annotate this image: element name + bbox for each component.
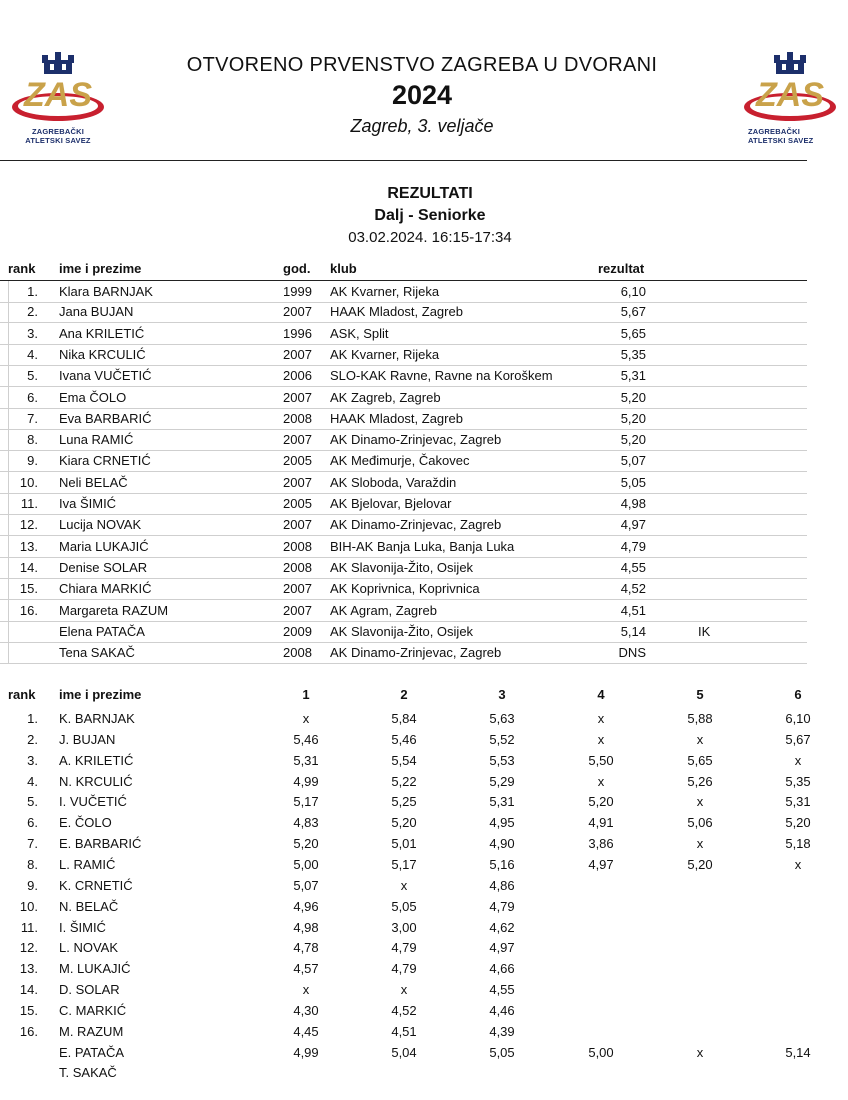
header-rank: rank <box>8 261 36 276</box>
athlete-rank: 14. <box>19 559 38 575</box>
attempt-4-value: 5,20 <box>588 794 614 810</box>
athlete-name: Elena PATAČA <box>59 623 145 639</box>
attempt-6-value: x <box>794 752 802 768</box>
attempt-3-value: 4,39 <box>489 1023 515 1039</box>
logo-caption-line1: ZAGREBAČKI <box>32 127 84 136</box>
attempt-row <box>0 917 807 938</box>
attempt-2-value: 5,84 <box>391 711 417 726</box>
attempt-5-value: x <box>696 794 704 810</box>
athlete-short-name: J. BUJAN <box>59 731 116 747</box>
athlete-birth-year: 2005 <box>283 496 312 511</box>
header-attempt-5: 5 <box>696 687 704 702</box>
athlete-club: AK Koprivnica, Koprivnica <box>330 581 480 597</box>
athlete-short-name: D. SOLAR <box>59 982 120 998</box>
athlete-name: Ema ČOLO <box>59 389 127 405</box>
athlete-birth-year: 2005 <box>283 453 312 469</box>
athlete-short-name: C. MARKIĆ <box>59 1002 127 1018</box>
athlete-club: AK Zagreb, Zagreb <box>330 389 441 405</box>
attempt-1-value: 5,07 <box>293 877 319 893</box>
athlete-club: AK Dinamo-Zrinjevac, Zagreb <box>330 645 502 661</box>
attempt-2-value: 5,05 <box>391 898 417 914</box>
attempt-row <box>0 750 807 771</box>
attempt-4-value: 4,97 <box>588 856 614 872</box>
attempt-1-value: 4,99 <box>293 1044 319 1060</box>
athlete-birth-year: 2007 <box>283 304 312 320</box>
athlete-birth-year: 2006 <box>283 368 312 384</box>
attempt-3-value: 4,66 <box>489 961 515 977</box>
attempt-1-value: 4,45 <box>293 1023 319 1039</box>
athlete-rank: 12. <box>19 940 38 956</box>
header-attempt-3: 3 <box>498 687 506 702</box>
logo-caption-line2: ATLETSKI SAVEZ <box>748 136 814 145</box>
athlete-name: Iva ŠIMIĆ <box>59 496 117 511</box>
attempt-2-value: 5,20 <box>391 815 417 831</box>
athlete-birth-year: 1996 <box>283 325 312 341</box>
attempt-2-value: 4,52 <box>391 1002 417 1018</box>
attempt-6-value: 5,14 <box>785 1044 811 1060</box>
athlete-short-name: E. BARBARIĆ <box>59 836 142 852</box>
athlete-rank: 11. <box>20 496 38 511</box>
competition-year: 2024 <box>391 80 453 110</box>
competition-title: OTVORENO PRVENSTVO ZAGREBA U DVORANI <box>186 54 658 76</box>
athlete-birth-year: 1999 <box>283 284 312 299</box>
athlete-club: HAAK Mladost, Zagreb <box>330 410 463 426</box>
attempt-row <box>0 875 807 896</box>
athlete-result: 5,20 <box>620 432 646 448</box>
athlete-result: 4,97 <box>620 517 646 533</box>
attempt-5-value: 5,06 <box>687 815 713 831</box>
athlete-short-name: M. LUKAJIĆ <box>59 961 131 977</box>
competition-place-date: Zagreb, 3. veljače <box>350 116 494 136</box>
header-attempt-6: 6 <box>794 687 802 702</box>
athlete-short-name: L. RAMIĆ <box>59 856 116 872</box>
athlete-result: 5,20 <box>620 389 646 405</box>
athlete-club: AK Slavonija-Žito, Osijek <box>330 559 474 575</box>
results-title: REZULTATI <box>387 185 473 202</box>
attempt-1-value: 4,83 <box>293 815 319 831</box>
athlete-short-name: N. KRCULIĆ <box>59 773 133 789</box>
header-rank: rank <box>8 687 36 702</box>
attempt-3-value: 4,86 <box>489 877 515 893</box>
athlete-rank: 2. <box>27 731 38 747</box>
table-row <box>0 642 807 664</box>
athlete-rank: 9. <box>27 877 38 893</box>
attempt-5-value: 5,20 <box>687 856 713 872</box>
athlete-rank: 11. <box>20 919 38 935</box>
results-table-header <box>0 261 807 281</box>
attempt-row <box>0 812 811 833</box>
header-divider <box>0 160 807 161</box>
athlete-result: 5,07 <box>620 453 646 469</box>
athlete-name: Denise SOLAR <box>59 559 148 575</box>
athlete-result: 4,79 <box>620 538 646 554</box>
attempt-3-value: 5,52 <box>489 731 515 747</box>
logo-caption-line2: ATLETSKI SAVEZ <box>25 136 91 145</box>
table-row <box>0 323 807 345</box>
attempt-2-value: 4,51 <box>391 1023 417 1039</box>
attempt-row <box>0 979 807 1000</box>
attempt-5-value: 5,65 <box>687 752 713 768</box>
attempt-3-value: 5,29 <box>489 773 515 789</box>
athlete-result: 5,65 <box>620 325 646 341</box>
athlete-short-name: I. ŠIMIĆ <box>59 919 106 935</box>
athlete-name: Maria LUKAJIĆ <box>59 538 149 554</box>
attempt-row <box>0 791 811 812</box>
attempt-2-value: 5,22 <box>391 773 417 789</box>
athlete-birth-year: 2009 <box>283 623 312 639</box>
attempt-6-value: 5,20 <box>785 815 811 831</box>
athlete-rank: 13. <box>19 961 38 977</box>
athlete-birth-year: 2008 <box>283 538 312 554</box>
athlete-rank: 14. <box>19 982 38 998</box>
attempt-2-value: 4,79 <box>391 940 417 956</box>
attempt-4-value: x <box>597 731 605 747</box>
attempt-1-value: 4,99 <box>293 773 319 789</box>
athlete-rank: 12. <box>19 517 38 533</box>
attempt-1-value: x <box>302 982 310 998</box>
attempt-2-value: 5,46 <box>391 731 417 747</box>
athlete-birth-year: 2008 <box>283 559 312 575</box>
table-row <box>0 365 807 387</box>
athlete-name: Eva BARBARIĆ <box>59 410 152 426</box>
attempt-row <box>0 854 807 875</box>
attempt-1-value: 4,96 <box>293 898 319 914</box>
athlete-name: Kiara CRNETIĆ <box>59 453 151 469</box>
attempt-6-value: 6,10 <box>785 711 811 726</box>
table-row <box>0 493 807 515</box>
athlete-club: AK Kvarner, Rijeka <box>330 284 440 299</box>
athlete-club: HAAK Mladost, Zagreb <box>330 304 463 320</box>
table-row <box>0 280 807 303</box>
attempt-5-value: x <box>696 731 704 747</box>
attempt-4-value: 3,86 <box>588 836 614 852</box>
athlete-rank: 15. <box>19 581 38 597</box>
attempt-1-value: 4,98 <box>293 919 319 935</box>
athlete-result: 5,20 <box>620 410 646 426</box>
attempt-3-value: 5,31 <box>489 794 515 810</box>
zas-emblem <box>740 52 840 127</box>
table-row <box>0 536 807 558</box>
athlete-short-name: I. VUČETIĆ <box>59 794 127 810</box>
athlete-result: DNS <box>618 645 646 661</box>
athlete-short-name: K. CRNETIĆ <box>59 877 133 893</box>
athlete-rank: 10. <box>19 898 38 914</box>
logo-mark-text: ZAS <box>24 76 92 114</box>
athlete-club: AK Slavonija-Žito, Osijek <box>330 623 474 639</box>
attempt-2-value: 5,17 <box>391 856 417 872</box>
logo-mark-text: ZAS <box>756 76 824 114</box>
athlete-birth-year: 2007 <box>283 432 312 448</box>
athlete-result: 5,05 <box>620 474 646 490</box>
athlete-result: 4,98 <box>620 496 646 511</box>
zas-logo-left <box>8 52 108 147</box>
athlete-rank: 10. <box>19 474 38 490</box>
attempt-4-value: 4,91 <box>588 815 614 831</box>
table-row <box>0 450 807 472</box>
attempt-1-value: 5,31 <box>293 752 319 768</box>
athlete-result: 5,14 <box>620 623 646 639</box>
athlete-rank: 4. <box>27 346 38 362</box>
athlete-rank: 15. <box>19 1002 38 1018</box>
table-row <box>0 301 807 323</box>
athlete-result: 4,52 <box>620 581 646 597</box>
attempt-row <box>0 958 807 979</box>
attempt-row <box>0 896 807 917</box>
attempt-5-value: x <box>696 836 704 852</box>
attempt-1-value: 5,46 <box>293 731 319 747</box>
athlete-club: AK Sloboda, Varaždin <box>330 474 457 490</box>
attempt-3-value: 4,95 <box>489 815 515 831</box>
table-row <box>0 514 807 536</box>
attempt-3-value: 5,16 <box>489 856 515 872</box>
athlete-rank: 3. <box>27 325 38 341</box>
athlete-name: Luna RAMIĆ <box>59 432 134 448</box>
attempt-3-value: 4,79 <box>489 898 515 914</box>
attempt-1-value: 5,00 <box>293 856 319 872</box>
athlete-result: 5,31 <box>620 368 646 384</box>
event-name: Dalj - Seniorke <box>374 207 486 224</box>
athlete-result: 6,10 <box>620 284 646 299</box>
attempt-3-value: 4,46 <box>489 1002 515 1018</box>
attempt-row <box>0 1021 807 1042</box>
attempt-row <box>0 708 811 729</box>
attempt-2-value: 5,04 <box>391 1044 417 1060</box>
attempt-3-value: 4,62 <box>489 919 515 935</box>
athlete-birth-year: 2007 <box>283 517 312 533</box>
attempt-2-value: 5,01 <box>391 836 417 852</box>
attempt-6-value: 5,31 <box>785 794 811 810</box>
attempt-3-value: 5,05 <box>489 1044 515 1060</box>
athlete-result: 4,55 <box>620 559 646 575</box>
athlete-name: Neli BELAČ <box>59 474 128 490</box>
athlete-name: Nika KRCULIĆ <box>59 346 146 362</box>
header-result: rezultat <box>598 261 645 276</box>
attempt-3-value: 4,55 <box>489 982 515 998</box>
table-row <box>0 557 807 579</box>
attempt-3-value: 5,53 <box>489 752 515 768</box>
attempt-row <box>0 1062 807 1083</box>
header-attempt-1: 1 <box>302 687 310 702</box>
attempt-1-value: x <box>302 711 310 726</box>
athlete-rank: 6. <box>27 815 38 831</box>
attempt-row <box>0 1000 807 1021</box>
athlete-short-name: L. NOVAK <box>59 940 119 956</box>
attempt-3-value: 4,90 <box>489 836 515 852</box>
athlete-short-name: E. ČOLO <box>59 815 112 831</box>
athlete-name: Chiara MARKIĆ <box>59 581 152 597</box>
attempt-1-value: 4,78 <box>293 940 319 956</box>
athlete-rank: 6. <box>27 389 38 405</box>
athlete-rank: 7. <box>27 410 38 426</box>
athlete-birth-year: 2007 <box>283 602 312 618</box>
attempt-row <box>0 1042 811 1063</box>
attempt-6-value: 5,35 <box>785 773 811 789</box>
athlete-birth-year: 2008 <box>283 410 312 426</box>
attempt-5-value: 5,26 <box>687 773 713 789</box>
table-row <box>0 344 807 366</box>
athlete-birth-year: 2007 <box>283 474 312 490</box>
athlete-name: Margareta RAZUM <box>59 602 169 618</box>
athlete-rank: 2. <box>27 304 38 320</box>
zas-logo-right <box>740 52 840 147</box>
attempt-2-value: 5,54 <box>391 752 417 768</box>
athlete-club: AK Kvarner, Rijeka <box>330 346 440 362</box>
athlete-club: ASK, Split <box>330 325 389 341</box>
athlete-rank: 9. <box>27 453 38 469</box>
attempt-3-value: 4,97 <box>489 940 515 956</box>
attempt-4-value: x <box>597 711 605 726</box>
athlete-name: Ana KRILETIĆ <box>59 325 145 341</box>
athlete-birth-year: 2007 <box>283 581 312 597</box>
attempt-4-value: x <box>597 773 605 789</box>
attempt-row <box>0 771 811 792</box>
logo-caption <box>8 127 108 145</box>
athlete-short-name: M. RAZUM <box>59 1023 124 1039</box>
athlete-name: Lucija NOVAK <box>59 517 142 533</box>
header-year: god. <box>283 261 311 276</box>
athlete-result: 5,67 <box>620 304 646 320</box>
attempt-5-value: x <box>696 1044 704 1060</box>
table-row <box>0 429 807 451</box>
header-attempt-2: 2 <box>400 687 408 702</box>
athlete-rank: 16. <box>19 602 38 618</box>
logo-caption-line1: ZAGREBAČKI <box>748 127 800 136</box>
athlete-club: SLO-KAK Ravne, Ravne na Koroškem <box>330 368 553 384</box>
logo-caption <box>748 127 848 145</box>
attempt-2-value: x <box>400 982 408 998</box>
result-note: IK <box>698 623 711 639</box>
attempt-row <box>0 937 807 958</box>
attempt-2-value: 5,25 <box>391 794 417 810</box>
attempt-1-value: 5,17 <box>293 794 319 810</box>
attempt-3-value: 5,63 <box>489 711 515 726</box>
attempt-4-value: 5,50 <box>588 752 614 768</box>
attempt-2-value: 4,79 <box>391 961 417 977</box>
attempts-table-header <box>0 687 807 707</box>
zas-emblem <box>8 52 108 127</box>
athlete-name: Klara BARNJAK <box>59 284 153 299</box>
athlete-rank: 5. <box>27 368 38 384</box>
attempt-row <box>0 729 811 750</box>
header-club: klub <box>330 261 357 276</box>
attempt-row <box>0 833 811 854</box>
header-attempt-4: 4 <box>597 687 605 702</box>
athlete-birth-year: 2007 <box>283 389 312 405</box>
athlete-short-name: K. BARNJAK <box>59 711 135 726</box>
athlete-rank: 16. <box>19 1023 38 1039</box>
attempt-4-value: 5,00 <box>588 1044 614 1060</box>
athlete-club: BIH-AK Banja Luka, Banja Luka <box>330 538 515 554</box>
athlete-rank: 8. <box>27 432 38 448</box>
attempt-1-value: 4,57 <box>293 961 319 977</box>
athlete-result: 4,51 <box>620 602 646 618</box>
athlete-short-name: N. BELAČ <box>59 898 119 914</box>
attempt-1-value: 5,20 <box>293 836 319 852</box>
athlete-club: AK Međimurje, Čakovec <box>330 453 470 469</box>
attempt-1-value: 4,30 <box>293 1002 319 1018</box>
athlete-rank: 13. <box>19 538 38 554</box>
athlete-club: AK Agram, Zagreb <box>330 602 437 618</box>
athlete-result: 5,35 <box>620 346 646 362</box>
table-row <box>0 621 807 643</box>
athlete-birth-year: 2008 <box>283 645 312 661</box>
table-row <box>0 408 807 430</box>
athlete-rank: 4. <box>27 773 38 789</box>
header-name: ime i prezime <box>59 687 142 702</box>
athlete-name: Tena SAKAČ <box>59 645 135 661</box>
table-row <box>0 600 807 622</box>
athlete-name: Jana BUJAN <box>59 304 134 320</box>
header-name: ime i prezime <box>59 261 142 276</box>
attempt-6-value: 5,67 <box>785 731 811 747</box>
athlete-rank: 8. <box>27 856 38 872</box>
athlete-short-name: T. SAKAČ <box>59 1065 117 1081</box>
athlete-rank: 7. <box>27 836 38 852</box>
attempt-6-value: x <box>794 856 802 872</box>
event-datetime: 03.02.2024. 16:15-17:34 <box>348 229 512 246</box>
athlete-short-name: E. PATAČA <box>59 1044 125 1060</box>
athlete-short-name: A. KRILETIĆ <box>59 752 134 768</box>
athlete-club: AK Dinamo-Zrinjevac, Zagreb <box>330 432 502 448</box>
athlete-rank: 1. <box>27 284 38 299</box>
attempt-6-value: 5,18 <box>785 836 811 852</box>
table-row <box>0 472 807 494</box>
athlete-rank: 5. <box>27 794 38 810</box>
table-row <box>0 578 807 600</box>
athlete-rank: 1. <box>27 711 38 726</box>
attempt-2-value: 3,00 <box>391 919 417 935</box>
athlete-birth-year: 2007 <box>283 346 312 362</box>
table-row <box>0 387 807 409</box>
athlete-name: Ivana VUČETIĆ <box>59 368 152 384</box>
athlete-club: AK Dinamo-Zrinjevac, Zagreb <box>330 517 502 533</box>
attempt-5-value: 5,88 <box>687 711 713 726</box>
attempt-2-value: x <box>400 877 408 893</box>
athlete-rank: 3. <box>27 752 38 768</box>
athlete-club: AK Bjelovar, Bjelovar <box>330 496 452 511</box>
